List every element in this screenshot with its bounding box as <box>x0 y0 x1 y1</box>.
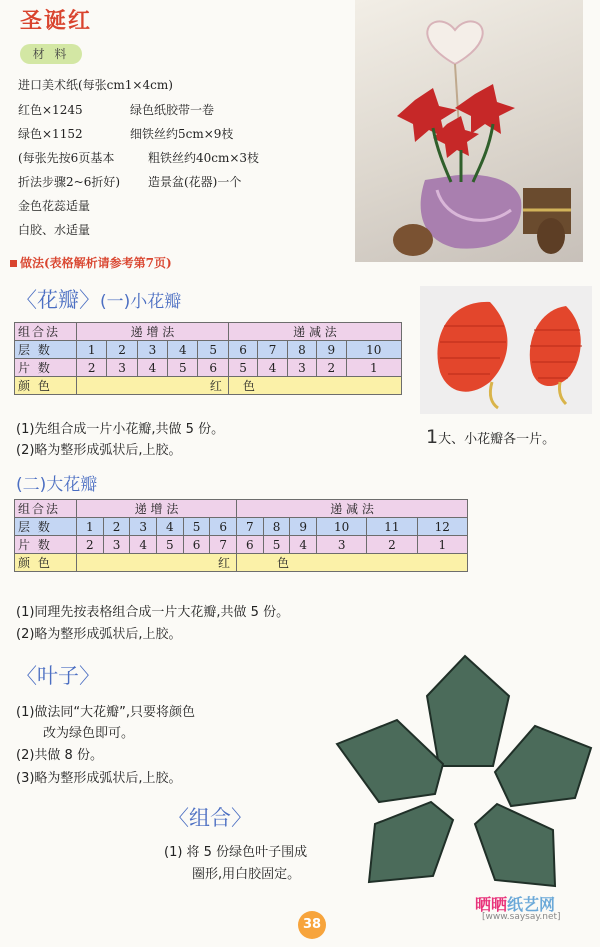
small-petal-note-1: (1)先组合成一片小花瓣,共做 5 份。 <box>16 422 225 437</box>
leaf-note-1: (1)做法同“大花瓣”,只要将颜色 <box>16 705 196 720</box>
assembly-section-heading: 〈组合〉 <box>168 806 252 830</box>
site-logo: 晒晒纸艺网 <box>475 895 556 914</box>
small-petal-note-2: (2)略为整形成弧状后,上胶。 <box>16 443 182 458</box>
petal-photo <box>420 286 592 414</box>
assembly-note-2: 圈形,用白胶固定。 <box>192 867 301 882</box>
large-petal-note-1: (1)同理先按表格组合成一片大花瓣,共做 5 份。 <box>16 605 290 620</box>
large-petal-pieces-row: 片 数 2 3 4 5 6 7 6 5 4 3 2 1 <box>15 536 468 554</box>
small-petal-pieces-row: 片 数 2 3 4 5 6 5 4 3 2 1 <box>15 359 402 377</box>
material-line-6: 金色花蕊适量 <box>18 199 91 213</box>
leaf-note-1b: 改为绿色即可。 <box>43 726 135 741</box>
small-petal-layers-row: 层 数 1 2 3 4 5 6 7 8 9 10 <box>15 341 402 359</box>
large-petal-subheading: (二)大花瓣 <box>16 475 98 495</box>
material-line-1: 进口美术纸(每张cm1×4cm) <box>18 78 173 92</box>
small-petal-table: 组合法 递 增 法 递 减 法 层 数 1 2 3 4 5 6 7 8 9 10 片 数 2 3 4 5 6 5 4 3 2 1 颜 色 红 色 <box>14 322 402 395</box>
small-petal-color-row: 颜 色 红 色 <box>15 377 402 395</box>
assembly-note-1: (1) 将 5 份绿色叶子围成 <box>164 845 308 860</box>
leaf-note-2: (2)共做 8 份。 <box>16 748 103 763</box>
leaf-section-heading: 〈叶子〉 <box>16 664 100 688</box>
petal-section-heading: 〈花瓣〉(一)小花瓣 <box>16 288 182 312</box>
site-url: [www.saysay.net] <box>482 912 561 922</box>
method-heading: 做法(表格解析请参考第7页) <box>10 254 172 271</box>
large-petal-table: 组合法 递 增 法 递 减 法 层 数 1 2 3 4 5 6 7 8 9 10 11 12 片 数 2 3 4 5 6 7 6 5 4 3 2 1 颜 色 红 色 <box>14 499 468 572</box>
page-title: 圣诞红 <box>20 8 93 34</box>
small-petal-subheading: (一)小花瓣 <box>100 292 182 312</box>
large-petal-layers-row: 层 数 1 2 3 4 5 6 7 8 9 10 11 12 <box>15 518 468 536</box>
page-number: 38 <box>298 911 326 939</box>
poinsettia-photo <box>355 0 583 262</box>
material-line-7: 白胶、水适量 <box>18 223 91 237</box>
material-line-4: (每张先按6页基本 粗铁丝约40cm×3枝 <box>18 151 260 165</box>
leaf-note-3: (3)略为整形成弧状后,上胶。 <box>16 771 182 786</box>
material-line-2: 红色×1245 绿色纸胶带一卷 <box>18 103 215 117</box>
material-line-3: 绿色×1152 细铁丝约5cm×9枝 <box>18 127 234 141</box>
large-petal-note-2: (2)略为整形成弧状后,上胶。 <box>16 627 182 642</box>
large-petal-color-row: 颜 色 红 色 <box>15 554 468 572</box>
leaf-star-illustration <box>335 654 597 894</box>
photo-caption: 1大、小花瓣各一片。 <box>426 426 556 448</box>
material-line-5: 折法步骤2~6折好) 造景盆(花器)一个 <box>18 175 242 189</box>
materials-label: 材 料 <box>20 44 82 64</box>
